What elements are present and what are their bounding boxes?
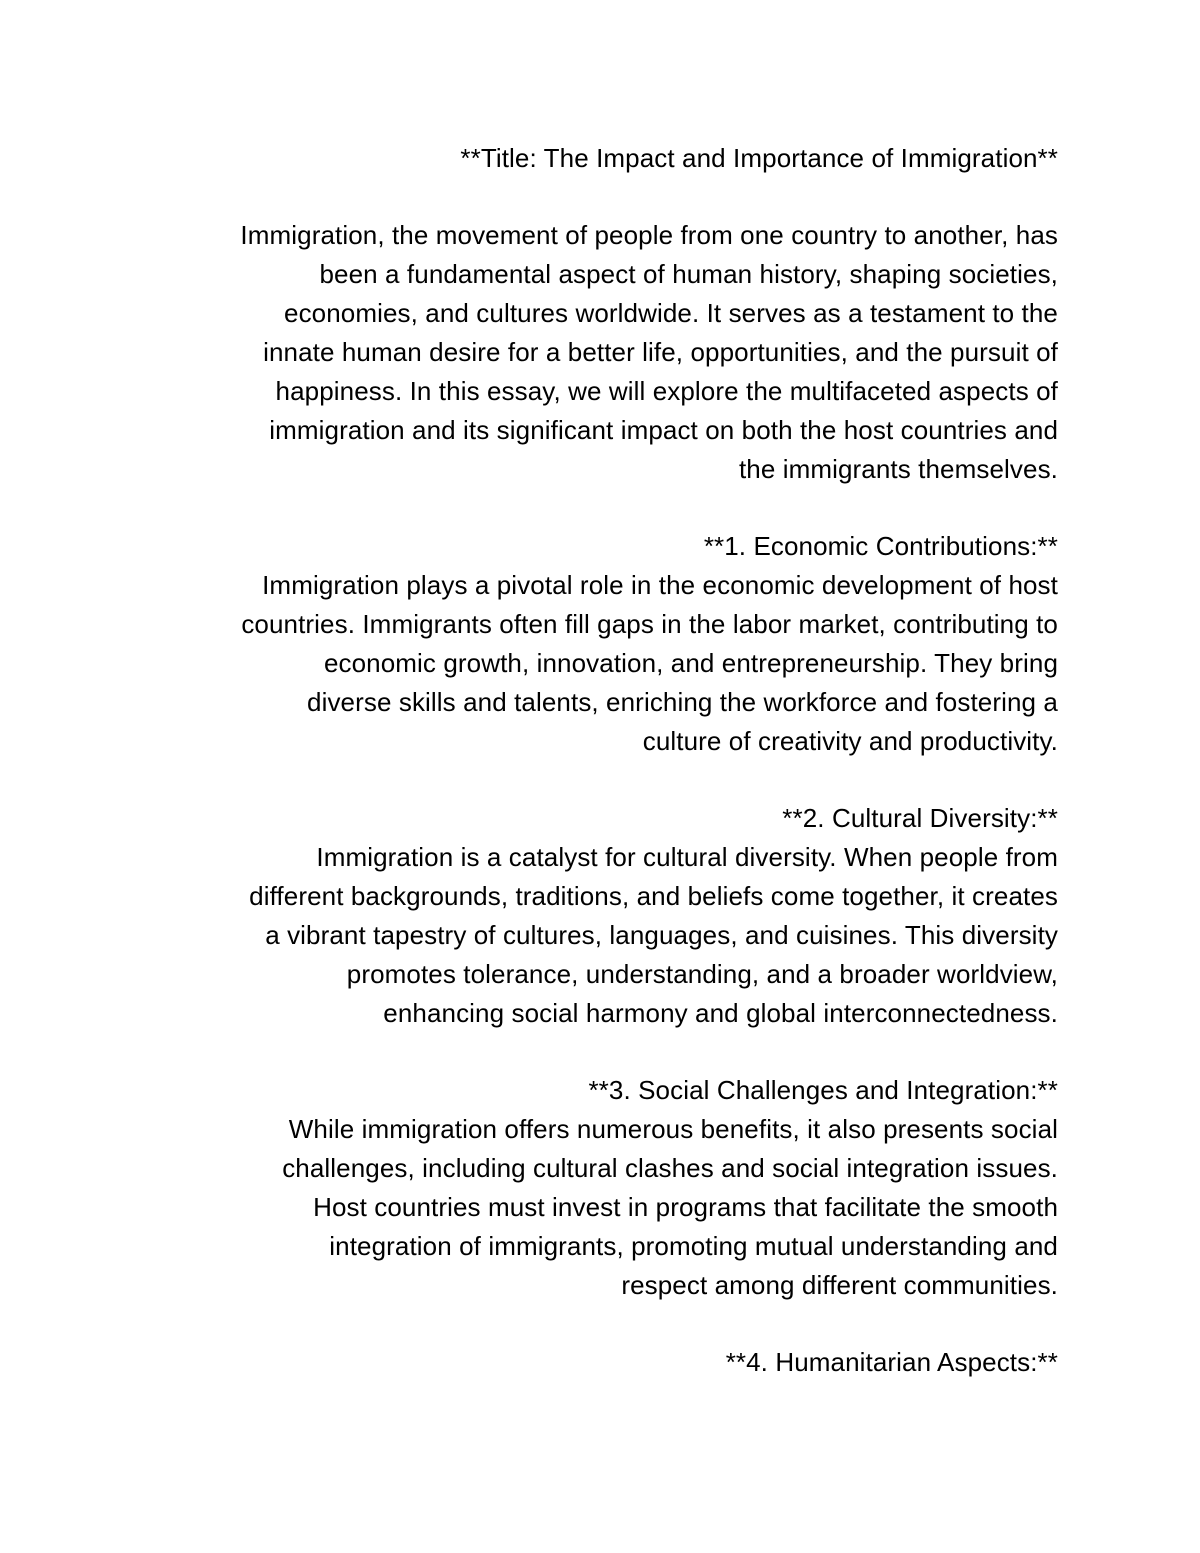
section-social-challenges (118, 1071, 1058, 1305)
paragraph-gap (118, 1033, 1058, 1071)
section-line: Host countries must invest in programs that facilitate the smooth (313, 1192, 1058, 1222)
section-economic-contributions (118, 527, 1058, 761)
document-title: **Title: The Impact and Importance of Immigration** (460, 143, 1058, 173)
section-heading: **3. Social Challenges and Integration:** (588, 1075, 1058, 1105)
section-line: different backgrounds, traditions, and beliefs come together, it creates (249, 881, 1058, 911)
document-body (118, 139, 1058, 1382)
section-heading: **4. Humanitarian Aspects:** (725, 1347, 1058, 1377)
intro-line: economies, and cultures worldwide. It serves as a testament to the (284, 298, 1058, 328)
paragraph-gap (118, 761, 1058, 799)
section-line: While immigration offers numerous benefits, it also presents social (288, 1114, 1058, 1144)
section-line: economic growth, innovation, and entrepreneurship. They bring (323, 648, 1058, 678)
section-line: promotes tolerance, understanding, and a broader worldview, (346, 959, 1058, 989)
section-line: Immigration plays a pivotal role in the economic development of host (262, 570, 1058, 600)
section-line: culture of creativity and productivity. (642, 726, 1058, 756)
intro-line: been a fundamental aspect of human history, shaping societies, (319, 259, 1058, 289)
paragraph-gap (118, 178, 1058, 216)
section-line: integration of immigrants, promoting mutual understanding and (329, 1231, 1058, 1261)
paragraph-gap (118, 1305, 1058, 1343)
intro-line: immigration and its significant impact on both the host countries and (269, 415, 1058, 445)
section-cultural-diversity (118, 799, 1058, 1033)
section-humanitarian-aspects (118, 1343, 1058, 1382)
intro-line: innate human desire for a better life, opportunities, and the pursuit of (263, 337, 1058, 367)
section-line: challenges, including cultural clashes and social integration issues. (282, 1153, 1058, 1183)
intro-line: Immigration, the movement of people from one country to another, has (240, 220, 1058, 250)
section-line: diverse skills and talents, enriching the workforce and fostering a (307, 687, 1058, 717)
paragraph-gap (118, 489, 1058, 527)
intro-line: the immigrants themselves. (738, 454, 1058, 484)
section-line: respect among different communities. (621, 1270, 1058, 1300)
intro-paragraph (118, 216, 1058, 489)
section-line: Immigration is a catalyst for cultural diversity. When people from (316, 842, 1058, 872)
section-heading: **2. Cultural Diversity:** (782, 803, 1058, 833)
section-line: countries. Immigrants often fill gaps in the labor market, contributing to (241, 609, 1058, 639)
intro-line: happiness. In this essay, we will explore the multifaceted aspects of (275, 376, 1058, 406)
section-heading: **1. Economic Contributions:** (703, 531, 1058, 561)
section-line: enhancing social harmony and global interconnectedness. (383, 998, 1058, 1028)
section-line: a vibrant tapestry of cultures, languages, and cuisines. This diversity (265, 920, 1058, 950)
